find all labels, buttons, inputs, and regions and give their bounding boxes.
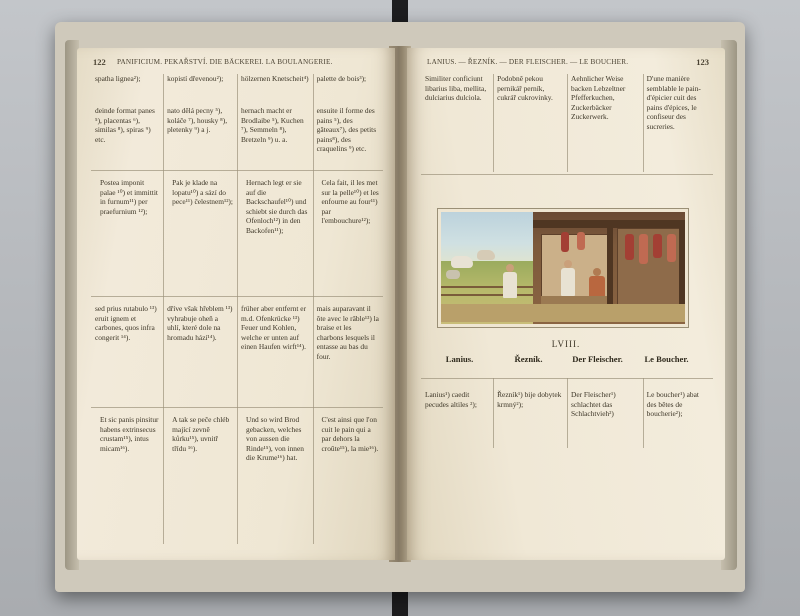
czech-cell: Pak je klade na lopatu¹⁰) a sází do pece¹¹) čelestnem¹²);	[172, 178, 233, 207]
right-running-head: LANIUS. — ŘEZNÍK. — DER FLEISCHER. — LE BOUCHER.	[427, 58, 629, 66]
chopping-table	[541, 296, 607, 304]
caption-french: Le Boucher.	[644, 354, 689, 364]
czech-cell: dříve však hřeblem ¹³) vyhrabuje oheň a uhlí, které dole na hromadu hází¹⁴).	[167, 304, 233, 342]
german-cell: früher aber entfernt er m.d. Ofenkrücke ¹³) Feuer und Kohlen, welche er unten auf einen Haufen wirft¹⁴).	[241, 304, 307, 352]
german-cell: Und so wird Brod gebacken, welches von aussen die Rinde¹⁵), von innen die Krume¹⁶) hat.	[246, 415, 304, 463]
french-cell: Cela fait, il les met sur la pelle¹⁰) et les enfourne au four¹¹) par l'embouchure¹²);	[321, 178, 379, 226]
german-cell: hernach macht er Brodlaibe ⁵), Kuchen ⁷), Semmeln ⁸), Bretzeln ⁹) u. a.	[241, 106, 304, 144]
cow	[477, 250, 495, 260]
czech-cell: Řezník¹) bije dobytek krmný²);	[497, 390, 562, 409]
french-cell: ensuite il forme des pains ⁵), des gâteaux⁷), des petits pains⁸), des craquelins ⁹) etc.	[316, 106, 377, 154]
german-cell: Der Fleischer¹) schlachtet das Schlachtvieh²)	[571, 390, 616, 419]
czech-cell: Podobně pekou pernikář perník, cukrář cukrovinky.	[497, 74, 553, 103]
german-cell: hölzernen Knetscheit⁴)	[241, 74, 309, 83]
butcher-figure	[503, 264, 517, 298]
fence-rail	[441, 294, 536, 296]
entry-block	[421, 74, 713, 132]
french-cell: D'une manière semblable le pain-d'épicier cuit des pains d'épices, le confiseur des sucreries.	[646, 74, 701, 131]
french-cell: mais auparavant il ôte avec le râble¹³) la braise et les charbons lesquels il entasse au bas du four.	[316, 304, 379, 361]
hanging-meat	[667, 234, 676, 262]
czech-cell: nato dělá pecny ⁵), koláče ⁷), housky ⁸), pletenky ⁹) a j.	[167, 106, 228, 135]
plate-roman-number-wrap	[407, 334, 725, 352]
block-rule	[91, 407, 383, 408]
foreground-ground	[441, 304, 685, 322]
post	[607, 220, 613, 316]
latin-cell: Et sic panis pinsitur habens extrinsecus crustam¹⁵), intus micam¹⁶).	[100, 415, 159, 453]
post	[679, 220, 685, 316]
left-running-head: PANIFICIUM. PEKAŘSTVÍ. DIE BÄCKEREI. LA BOULANGERIE.	[117, 58, 333, 66]
block-rule	[91, 170, 383, 171]
left-page-number: 122	[93, 57, 106, 67]
latin-cell: Postea imponit palae ¹⁰) et immittit in furnum¹¹) per praefurnium ¹²);	[100, 178, 158, 216]
plate-roman-number: LVIII.	[551, 339, 581, 349]
latin-cell: Similiter conficiunt libarius liba, mellita, dulciarius dulciola.	[425, 74, 487, 103]
butcher-figure	[561, 260, 575, 296]
hanging-meat	[639, 234, 648, 264]
plate-captions	[425, 354, 701, 364]
czech-cell: A tak se peče chléb mající zevně kůrku¹⁵), uvnitř třídu ¹⁶).	[172, 415, 230, 453]
cow	[451, 256, 473, 268]
entry-block	[91, 304, 383, 362]
block-rule	[421, 174, 713, 175]
entry-block	[91, 106, 383, 154]
caption-german: Der Fleischer.	[572, 354, 623, 364]
french-cell: C'est ainsi que l'on cuit le pain qui a par dehors la croûte¹⁵), la mie¹⁶).	[321, 415, 379, 453]
left-page	[77, 48, 395, 560]
right-page-number: 123	[696, 57, 709, 67]
french-cell: Le boucher¹) abat des bêtes de boucherie²);	[646, 390, 699, 419]
german-cell: Aehnlicher Weise backen Lebzeltner Pfefferkuchen, Zuckerbäcker Zuckerwerk.	[571, 74, 626, 122]
block-rule	[91, 296, 383, 297]
entry-block	[91, 178, 383, 236]
hanging-meat	[625, 234, 634, 260]
latin-cell: sed prius rutabulo ¹³) eruit ignem et carbones, quos infra congerit ¹⁴).	[95, 304, 157, 342]
entry-block	[91, 415, 383, 463]
right-page	[407, 48, 725, 560]
latin-cell: spatha lignea²);	[95, 74, 141, 83]
hanging-meat	[653, 234, 662, 258]
hanging-meat	[577, 232, 585, 250]
hanging-meat	[561, 232, 569, 252]
plate-image	[441, 212, 685, 324]
french-cell: palette de bois³);	[316, 74, 367, 83]
latin-cell: Lanius¹) caedit pecudes altiles ²);	[425, 390, 477, 409]
caption-latin: Lanius.	[445, 354, 474, 364]
sheep	[446, 270, 460, 279]
entry-block	[421, 390, 713, 419]
latin-cell: deinde format panes ⁵), placentas ⁶), similas ⁸), spiras ⁹) etc.	[95, 106, 155, 144]
illustration-plate	[437, 208, 689, 328]
open-book	[55, 22, 745, 592]
entry-block	[91, 74, 383, 84]
fence-rail	[441, 286, 536, 288]
german-cell: Hernach legt er sie auf die Backschaufel¹⁰) und schiebt sie durch das Ofenloch¹²) in den Backofen¹¹);	[246, 178, 308, 235]
czech-cell: kopistí dřevenou²);	[167, 74, 224, 83]
caption-czech: Řezník.	[514, 354, 543, 364]
